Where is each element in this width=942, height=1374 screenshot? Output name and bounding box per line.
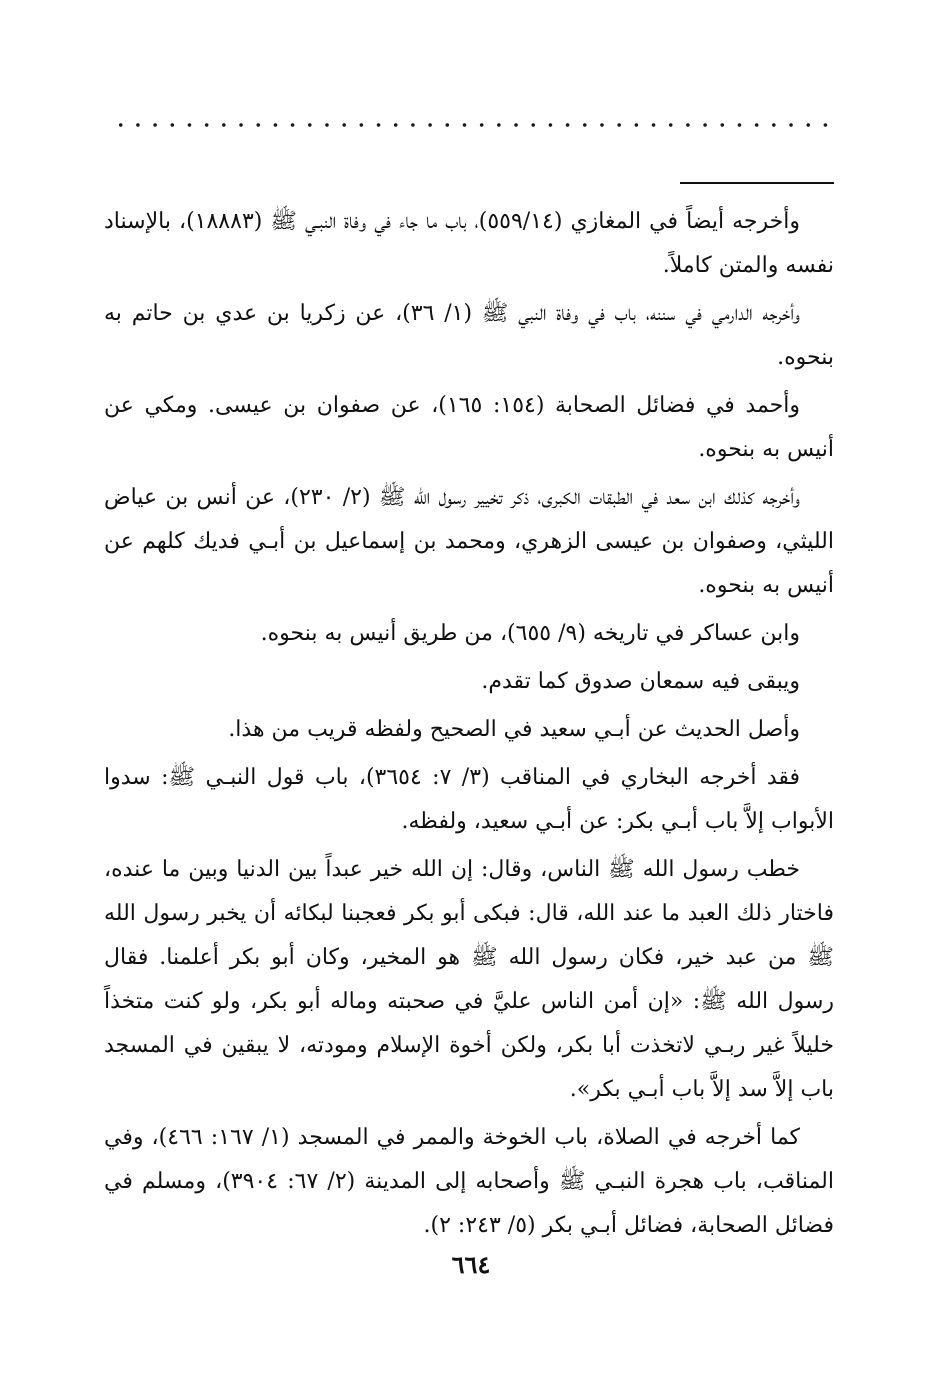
paragraph-darimi: وأخرجه الدارمي في سننه، باب في وفاة النبي ﷺ (١/ ٣٦)، عن زكريا بن عدي بن حاتم به بنحوه. [104,301,834,370]
paragraph-ibn-saad: وأخرجه كذلك ابن سعد في الطبقات الكبرى، ذكر تخيير رسول الله ﷺ (٢/ ٢٣٠)، عن أنس بن عياض الليثي، وصفوان بن عيسى الزهري، ومحمد بن إسماعيل بن أبـي فديك كلهم عن أنيس به بنحوه. [104,485,834,598]
paragraph-hadith-text: خطب رسول الله ﷺ الناس، وقال: إن الله خير عبداً بين الدنيا وبين ما عنده، فاختار ذلك العبد ما عند الله، قال: فبكى أبو بكر فعجبنا لبكائه أن يخبر رسول الله ﷺ من عبد خير، فكان رسول الله ﷺ هو المخير، وكان أبو بكر أعلمنا. فقال رسول الله ﷺ: «إن أمن الناس عليَّ في صحبته وماله أبو بكر، ولو كنت متخذاً خليلاً غير ربـي لاتخذت أبا بكر، ولكن أخوة الإسلام ومودته، لا يبقين في المسجد باب إلاَّ سد إلاَّ باب أبـي بكر». [104,857,834,1102]
paragraph-samaan: ويبقى فيه سمعان صدوق كما تقدم. [481,669,800,694]
paragraph-maghazi: وأخرجه أيضاً في المغازي (٥٥٩/١٤)، باب ما جاء في وفاة النبـي ﷺ (١٨٨٨٣)، بالإسناد نفسه والمتن كاملاً. [104,209,834,278]
page-number: ٦٦٤ [451,1250,491,1279]
footnote-rule [680,182,834,184]
footnote-text [104,200,834,1252]
paragraph-ahmad: وأحمد في فضائل الصحابة (١٥٤: ١٦٥)، عن صفوان بن عيسى. ومكي عن أنيس به بنحوه. [104,393,834,462]
paragraph-ibn-asakir: وابن عساكر في تاريخه (٩/ ٦٥٥)، من طريق أنيس به بنحوه. [260,621,800,646]
paragraph-other-sources: كما أخرجه في الصلاة، باب الخوخة والممر في المسجد (١/ ١٦٧: ٤٦٦)، وفي المناقب، باب هجرة النبـي ﷺ وأصحابه إلى المدينة (٢/ ٦٧: ٣٩٠٤)، ومسلم في فضائل الصحابة، فضائل أبـي بكر (٥/ ٢٤٣: ٢). [104,1125,834,1238]
paragraph-bukhari: فقد أخرجه البخاري في المناقب (٣/ ٧: ٣٦٥٤)، باب قول النبـي ﷺ: سدوا الأبواب إلاَّ باب أبـي بكر: عن أبـي سعيد، ولفظه. [104,765,834,834]
dotted-separator [112,118,834,132]
paragraph-asl-hadith: وأصل الحديث عن أبـي سعيد في الصحيح ولفظه قريب من هذا. [228,717,800,742]
